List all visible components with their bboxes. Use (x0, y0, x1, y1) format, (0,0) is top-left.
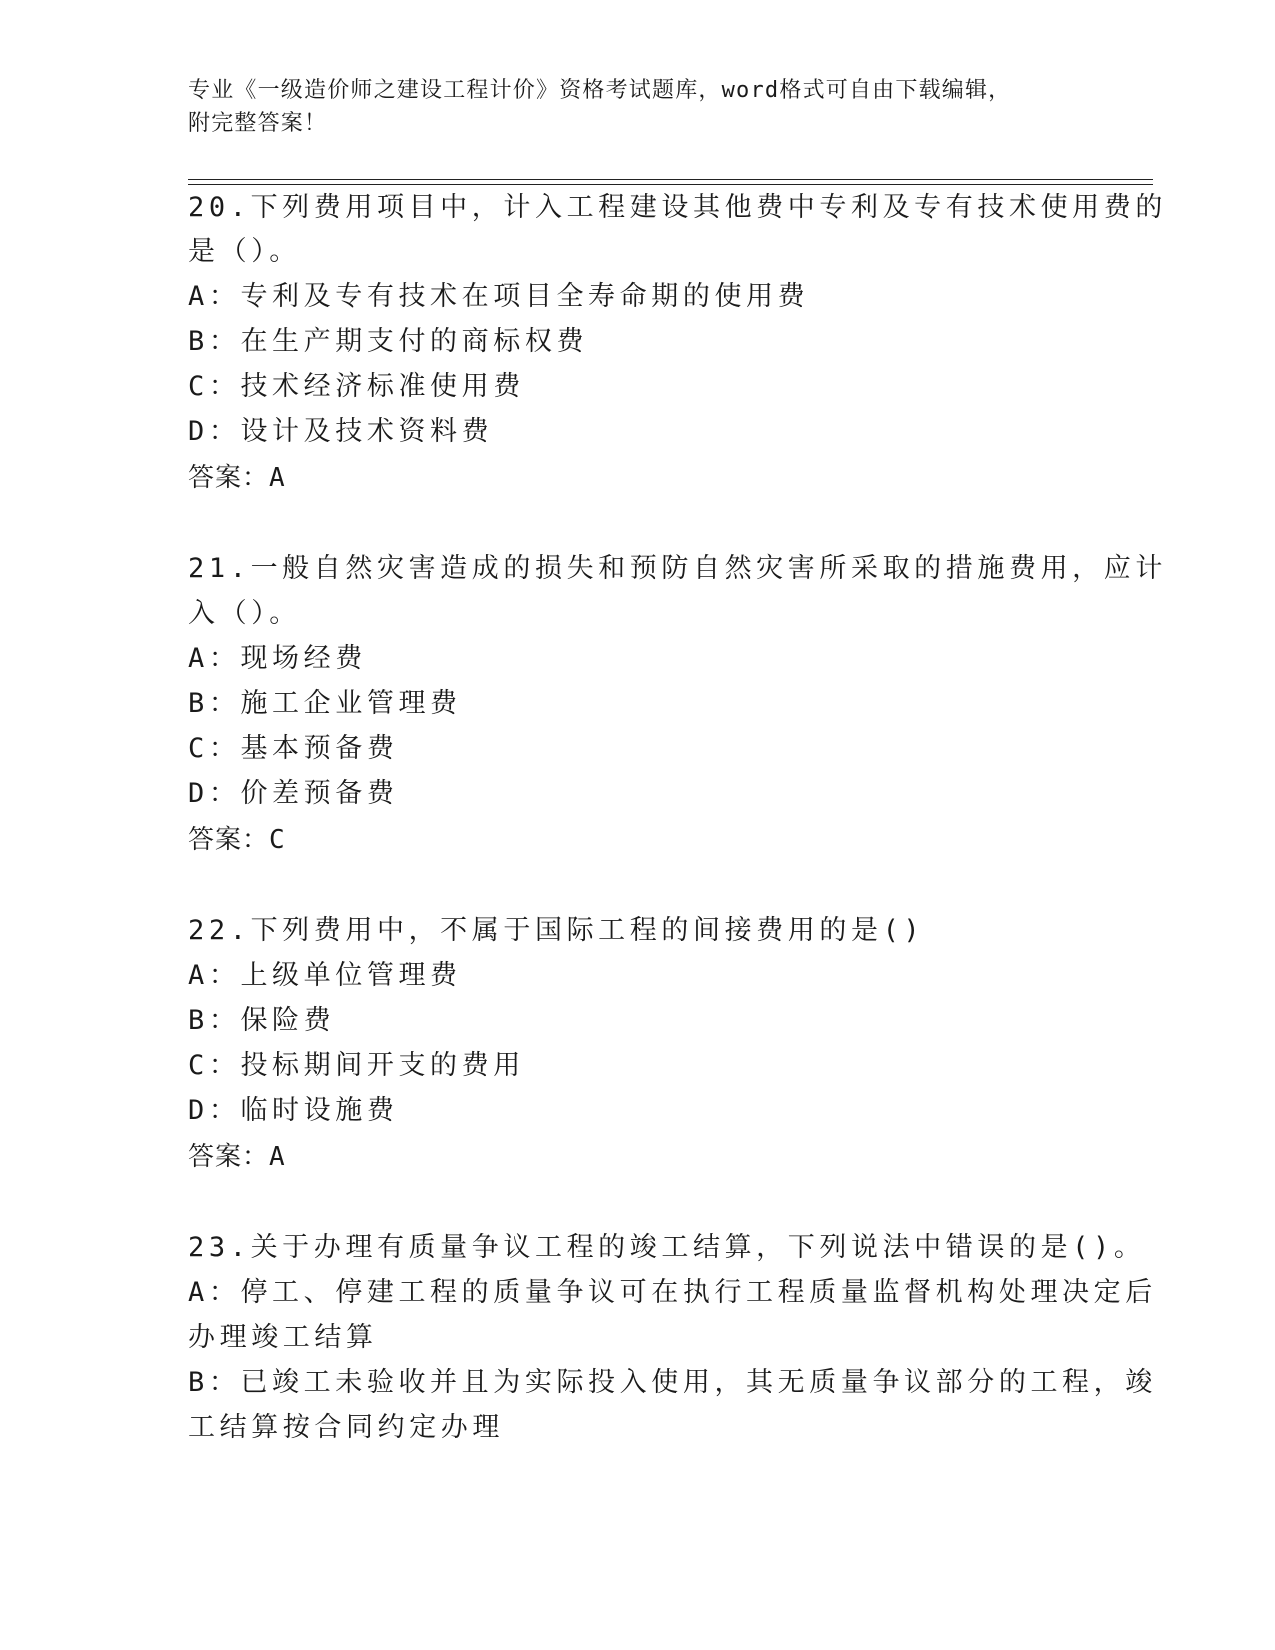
question-23-option-b-line-2: 工结算按合同约定办理 (188, 1412, 504, 1443)
answer-label: 答案： (188, 1142, 270, 1172)
answer-value: C (269, 825, 286, 855)
question-22-option-b: B：保险费 (188, 1005, 336, 1036)
header-line-1: 专业《一级造价师之建设工程计价》资格考试题库，word格式可自由下载编辑， (188, 78, 1012, 103)
question-20-answer (188, 461, 286, 495)
question-20-option-d: D：设计及技术资料费 (188, 416, 494, 447)
question-20-stem-line-1: 20.下列费用项目中，计入工程建设其他费中专利及专有技术使用费的 (188, 192, 1167, 223)
question-21-stem-line-1: 21.一般自然灾害造成的损失和预防自然灾害所采取的措施费用，应计 (188, 553, 1167, 584)
question-21-option-b: B：施工企业管理费 (188, 688, 462, 719)
question-23-option-a-line-2: 办理竣工结算 (188, 1322, 378, 1353)
question-21-answer (188, 823, 286, 857)
question-21-option-c: C：基本预备费 (188, 733, 399, 764)
answer-label: 答案： (188, 463, 270, 493)
question-21-option-a: A：现场经费 (188, 643, 367, 674)
header-divider-bottom (188, 184, 1153, 185)
question-22-option-a: A：上级单位管理费 (188, 960, 462, 991)
question-22-stem-line-1: 22.下列费用中，不属于国际工程的间接费用的是() (188, 915, 925, 946)
question-23-stem-line-1: 23.关于办理有质量争议工程的竣工结算，下列说法中错误的是()。 (188, 1232, 1146, 1263)
question-20-stem-line-2: 是（）。 (188, 236, 301, 267)
answer-value: A (269, 1142, 286, 1172)
question-21-option-d: D：价差预备费 (188, 778, 399, 809)
answer-value: A (269, 463, 286, 493)
question-22-answer (188, 1140, 286, 1174)
question-20-option-b: B：在生产期支付的商标权费 (188, 326, 589, 357)
question-22-option-c: C：投标期间开支的费用 (188, 1050, 525, 1081)
question-20-option-a: A：专利及专有技术在项目全寿命期的使用费 (188, 281, 810, 312)
question-20-option-c: C：技术经济标准使用费 (188, 371, 525, 402)
question-23-option-a-line-1: A：停工、停建工程的质量争议可在执行工程质量监督机构处理决定后 (188, 1277, 1157, 1308)
document-header (188, 74, 1088, 140)
header-divider-top (188, 179, 1153, 180)
question-21-stem-line-2: 入（）。 (188, 598, 301, 629)
header-line-2: 附完整答案！ (188, 111, 328, 136)
question-22-option-d: D：临时设施费 (188, 1095, 399, 1126)
question-23-option-b-line-1: B：已竣工未验收并且为实际投入使用，其无质量争议部分的工程，竣 (188, 1367, 1157, 1398)
answer-label: 答案： (188, 825, 270, 855)
